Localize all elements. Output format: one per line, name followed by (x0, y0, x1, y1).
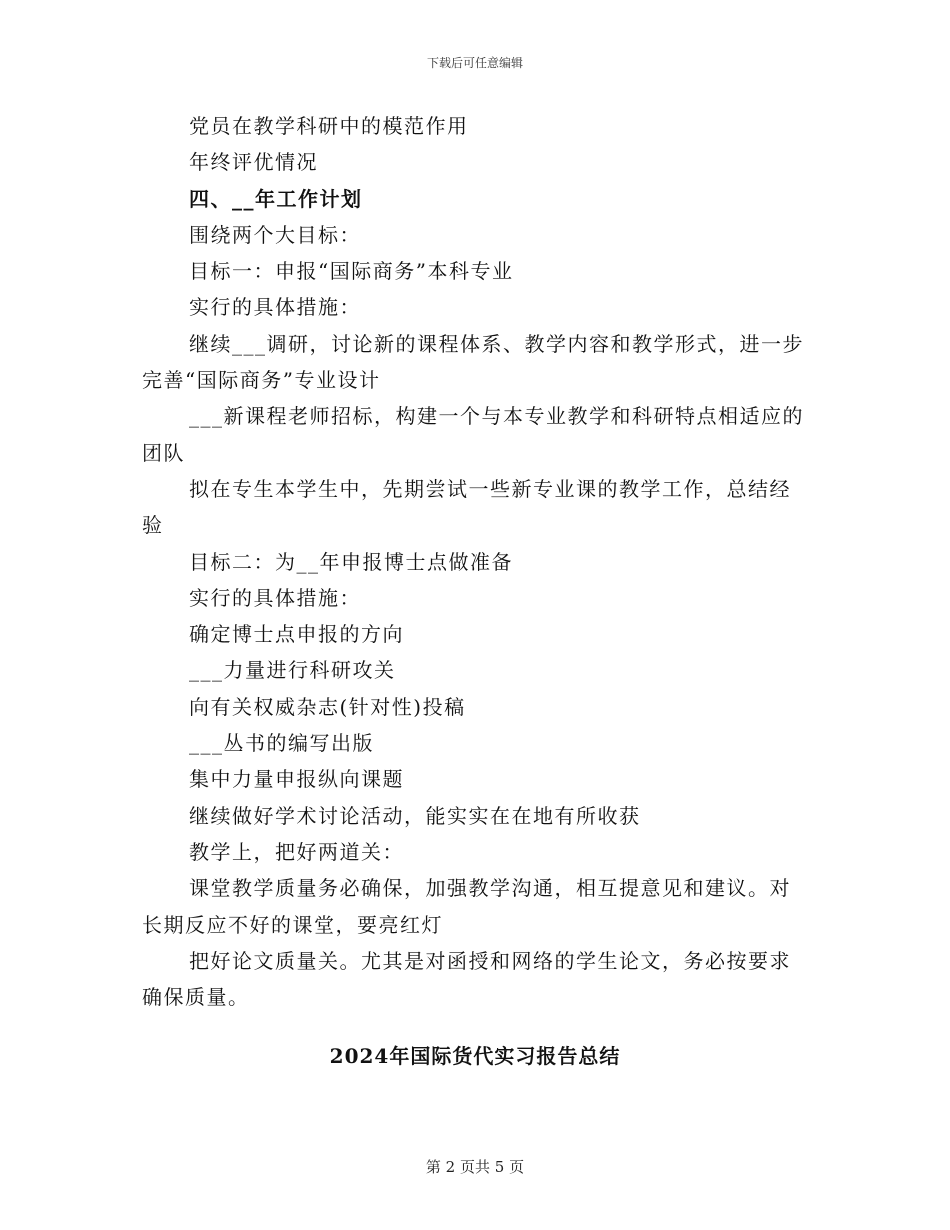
section-heading: 四、__年工作计划 (189, 186, 363, 211)
paragraph: 党员在教学科研中的模范作用 (189, 114, 469, 138)
next-document-title: 2024年国际货代实习报告总结 (329, 1044, 621, 1068)
paragraph: 年终评优情况 (189, 150, 318, 175)
paragraph: ___力量进行科研攻关 (189, 658, 396, 683)
document-body (142, 108, 808, 1015)
paragraph: 目标二：为__年申报博士点做准备 (189, 549, 513, 574)
paragraph: 围绕两个大目标： (189, 222, 361, 247)
paragraph: 实行的具体措施： (189, 295, 361, 320)
paragraph: 集中力量申报纵向课题 (189, 767, 404, 792)
paragraph: 课堂教学质量务必确保，加强教学沟通，相互提意见和建议。对长期反应不好的课堂，要亮红灯 (142, 876, 791, 937)
paragraph: 实行的具体措施： (189, 585, 361, 610)
page-number-footer: 第 2 页共 5 页 (425, 1158, 525, 1176)
paragraph: 向有关权威杂志(针对性)投稿 (189, 694, 466, 719)
paragraph: 把好论文质量关。尤其是对函授和网络的学生论文，务必按要求确保质量。 (142, 948, 791, 1010)
paragraph: 确定博士点申报的方向 (189, 622, 404, 647)
paragraph: 教学上，把好两道关： (189, 839, 404, 864)
paragraph: 继续___调研，讨论新的课程体系、教学内容和教学形式，进一步完善“国际商务”专业设计 (142, 331, 804, 393)
paragraph: ___丛书的编写出版 (189, 731, 374, 756)
paragraph: 继续做好学术讨论活动，能实实在在地有所收获 (189, 803, 641, 828)
paragraph: ___新课程老师招标，构建一个与本专业教学和科研特点相适应的团队 (142, 404, 804, 465)
paragraph: 目标一：申报“国际商务”本科专业 (189, 259, 514, 284)
paragraph: 拟在专生本学生中，先期尝试一些新专业课的教学工作，总结经验 (142, 476, 791, 538)
page-header-note: 下载后可任意编辑 (426, 56, 523, 70)
